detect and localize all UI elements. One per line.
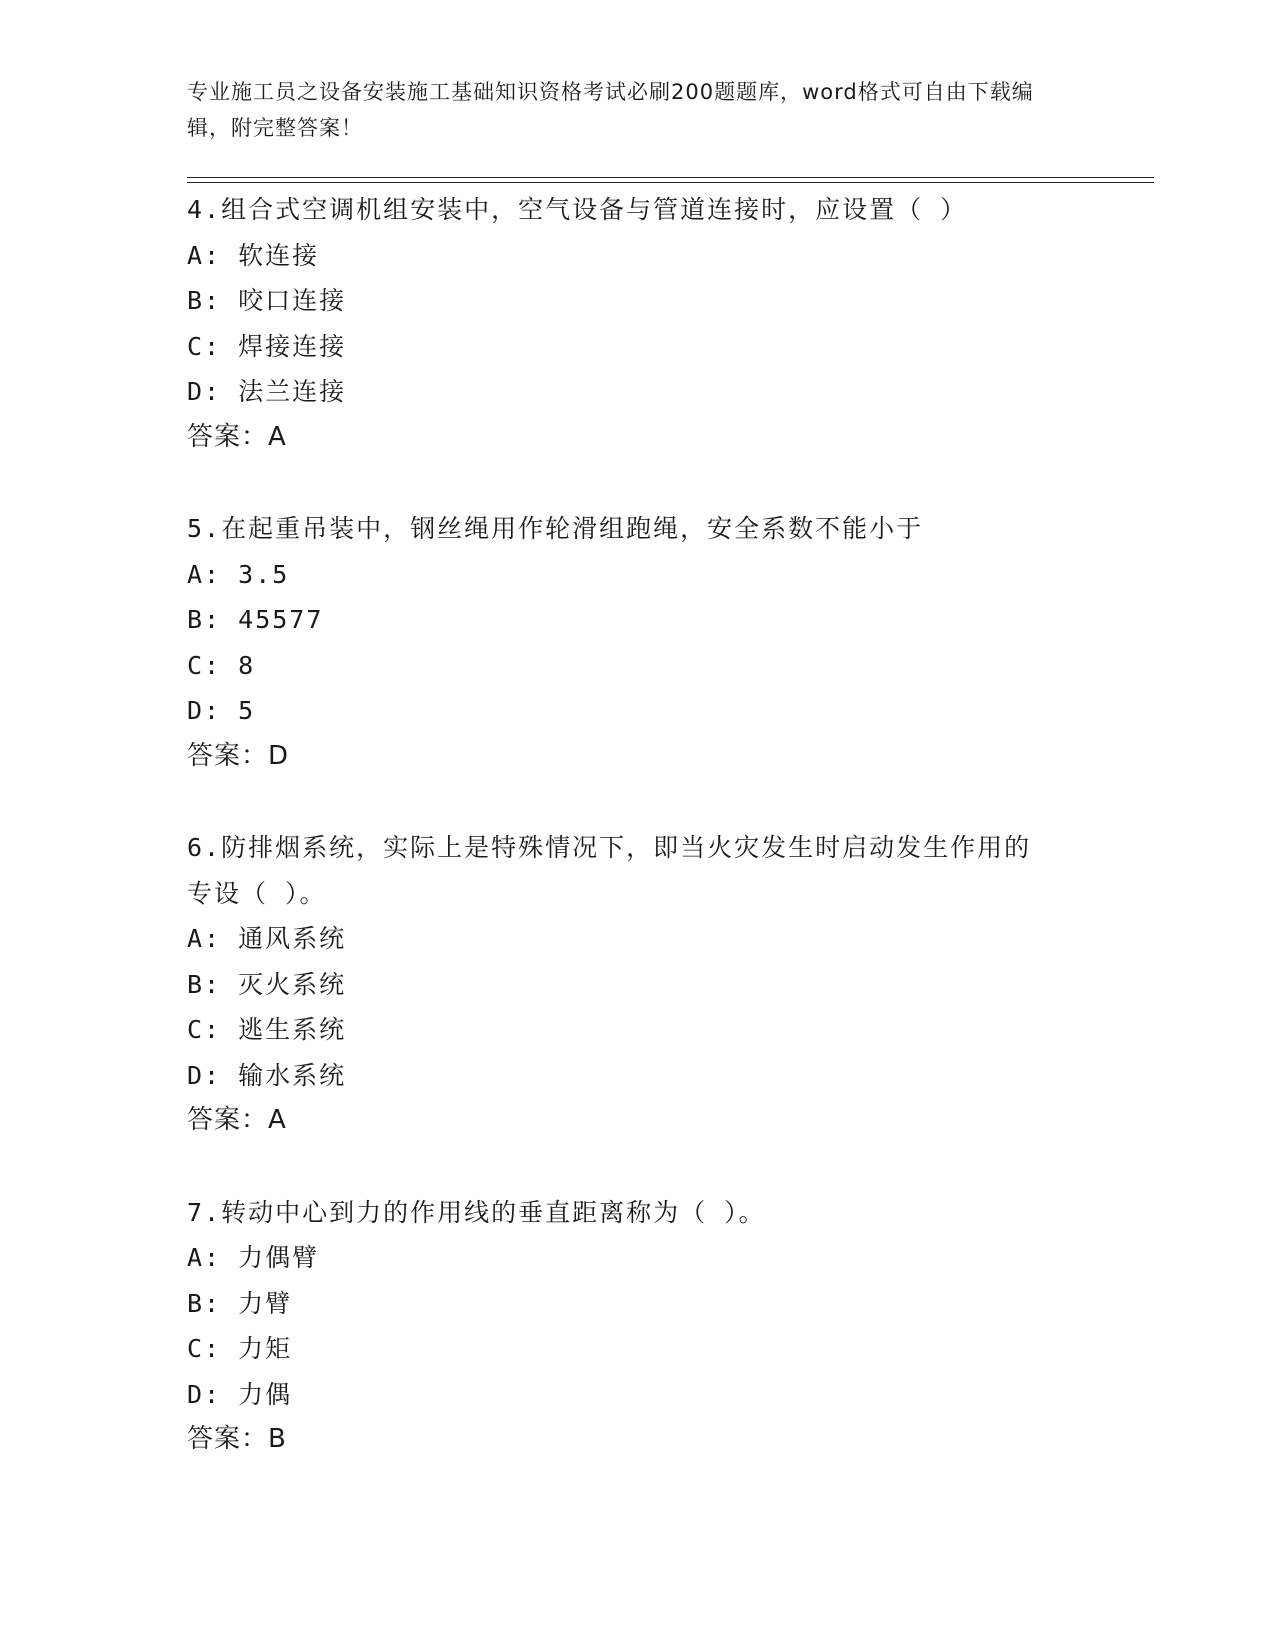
header-divider-top bbox=[187, 177, 1154, 178]
option-c: C: 8 bbox=[187, 650, 256, 680]
document-title: 专业施工员之设备安装施工基础知识资格考试必刷200题题库，word格式可自由下载编辑，附完整答案！ bbox=[187, 80, 1034, 140]
option-c: C: 逃生系统 bbox=[187, 1015, 347, 1044]
question-stem: 4.组合式空调机组安装中，空气设备与管道连接时，应设置（ ） bbox=[187, 195, 968, 224]
option-b: B: 咬口连接 bbox=[187, 286, 347, 315]
header-divider-bottom bbox=[187, 182, 1154, 183]
answer-line: 答案：A bbox=[187, 1105, 287, 1135]
option-a: A: 通风系统 bbox=[187, 924, 347, 953]
option-d: D: 输水系统 bbox=[187, 1060, 347, 1090]
option-a: A: 力偶臂 bbox=[187, 1243, 320, 1272]
option-d: D: 5 bbox=[187, 696, 256, 725]
option-d: D: 法兰连接 bbox=[187, 377, 347, 406]
question-item bbox=[187, 825, 1087, 1144]
question-stem: 7.转动中心到力的作用线的垂直距离称为（ ）。 bbox=[187, 1197, 766, 1227]
question-stem: 6.防排烟系统，实际上是特殊情况下，即当火灾发生时启动发生作用的专设（ ）。 bbox=[187, 833, 1032, 908]
question-item bbox=[187, 1190, 1087, 1463]
option-a: A: 软连接 bbox=[187, 240, 320, 270]
option-a: A: 3.5 bbox=[187, 559, 290, 589]
option-b: B: 灭火系统 bbox=[187, 969, 347, 999]
answer-line: 答案：A bbox=[187, 421, 287, 452]
question-item bbox=[187, 187, 1087, 460]
option-b: B: 45577 bbox=[187, 605, 324, 634]
question-stem: 5.在起重吊装中，钢丝绳用作轮滑组跑绳，安全系数不能小于 bbox=[187, 514, 924, 543]
question-item bbox=[187, 506, 1087, 779]
option-d: D: 力偶 bbox=[187, 1379, 293, 1409]
option-c: C: 力矩 bbox=[187, 1334, 293, 1363]
option-b: B: 力臂 bbox=[187, 1288, 293, 1318]
document-header bbox=[187, 74, 1067, 146]
answer-line: 答案：D bbox=[187, 740, 290, 771]
option-c: C: 焊接连接 bbox=[187, 331, 347, 361]
answer-line: 答案：B bbox=[187, 1424, 287, 1454]
question-list bbox=[187, 187, 1087, 1509]
